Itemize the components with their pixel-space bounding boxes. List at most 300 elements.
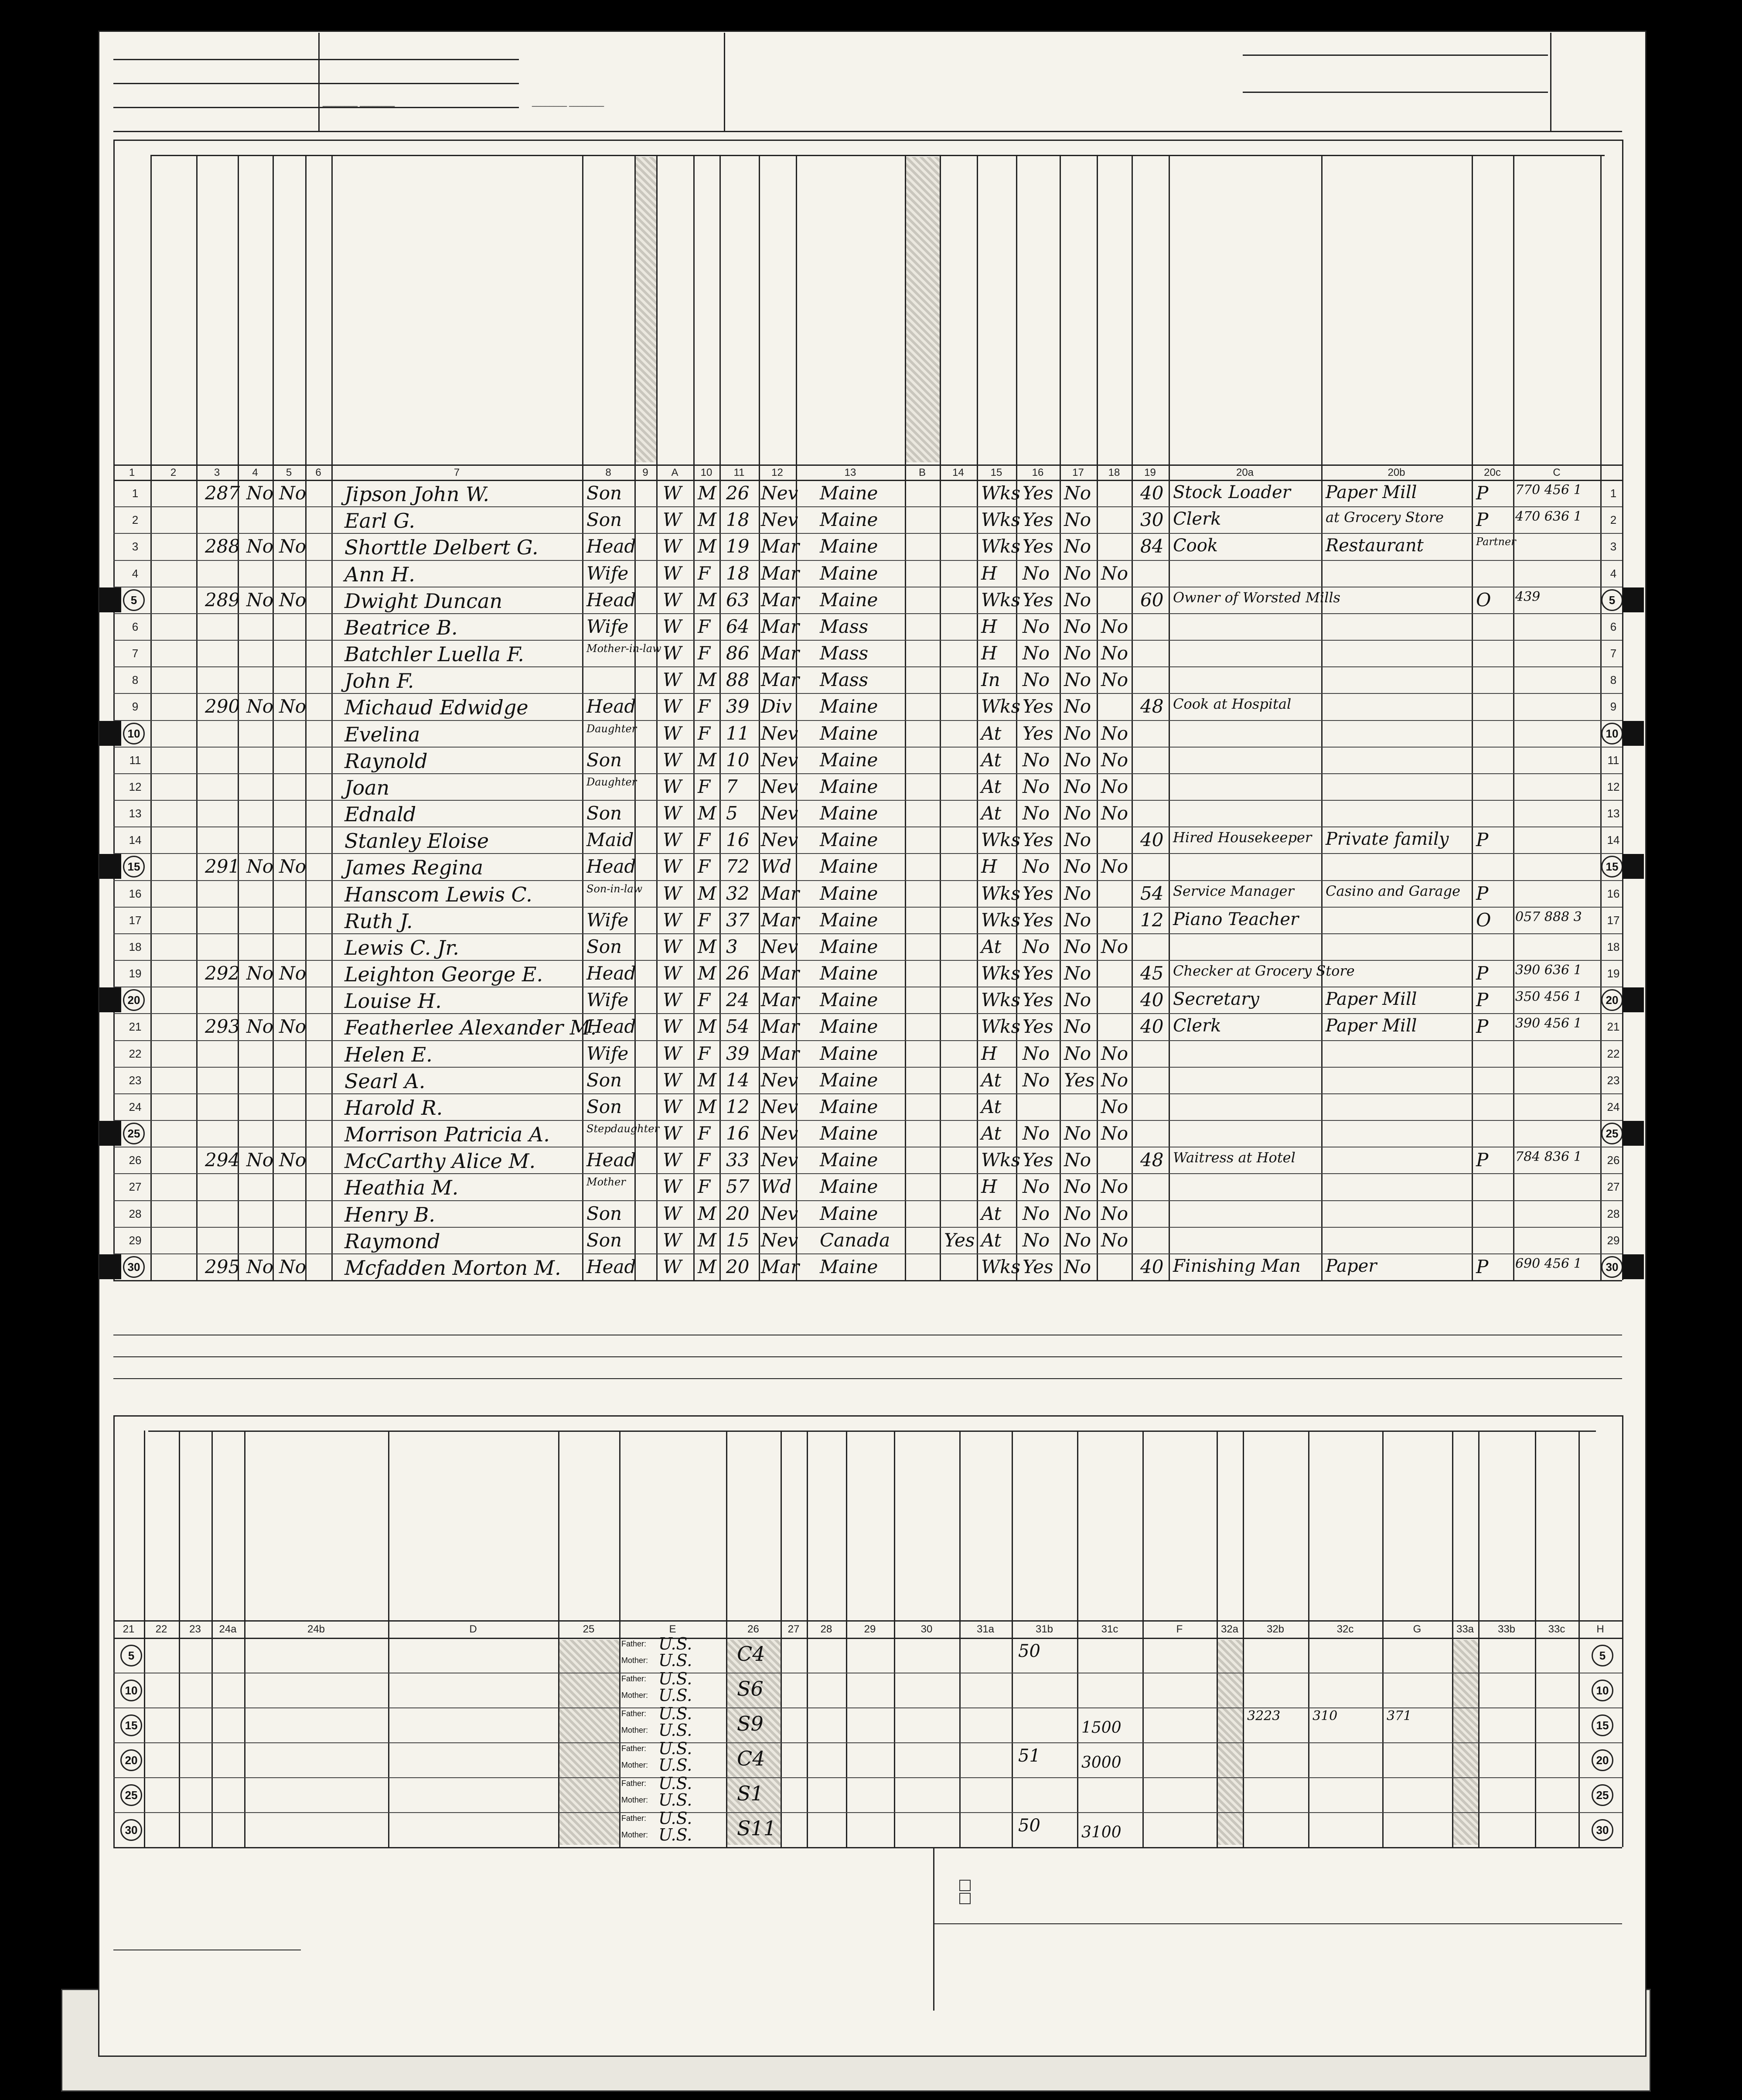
hours-cell: 45 (1140, 963, 1164, 984)
sample-grid-vline (1077, 1431, 1078, 1847)
age-cell: 88 (726, 669, 750, 691)
column-number: 13 (844, 467, 856, 478)
sex-cell: M (698, 1016, 717, 1038)
sample-column-number: 21 (123, 1623, 135, 1635)
sample-grid-vline (1243, 1431, 1244, 1847)
hours-cell: 40 (1140, 829, 1164, 851)
birthplace-cell: Maine (820, 509, 878, 531)
sex-cell: M (698, 963, 717, 984)
line-number: 21 (1607, 1020, 1620, 1034)
name-cell: Michaud Edwidge (344, 696, 528, 720)
grade-cell: S6 (737, 1677, 764, 1700)
class-cell: P (1476, 1149, 1489, 1171)
line-no-label-2: ________ ________ (532, 98, 604, 107)
serial-number-cell: 292 (205, 963, 240, 984)
age-cell: 24 (726, 989, 750, 1011)
line-number: 27 (1607, 1180, 1620, 1194)
sample-grid-vline (1308, 1431, 1309, 1847)
grid-vline (1060, 155, 1061, 1280)
sample-line-marker: 20 (1592, 1749, 1613, 1771)
name-cell: Joan (344, 775, 390, 799)
serial-number-cell: 290 (205, 696, 240, 717)
birthplace-cell: Mass (820, 615, 869, 637)
mother-birthplace: U.S. (658, 1790, 692, 1810)
name-cell: Morrison Patricia A. (344, 1123, 550, 1147)
name-cell: Batchler Luella F. (344, 642, 524, 666)
race-cell: W (663, 909, 682, 931)
industry-cell: Paper Mill (1326, 1016, 1417, 1036)
grid-vline (196, 155, 198, 1280)
relationship-cell: Son (586, 1069, 622, 1091)
race-cell: W (663, 615, 682, 637)
name-cell: Featherlee Alexander M. (344, 1016, 597, 1040)
sample-column-number: 33c (1548, 1623, 1565, 1635)
name-cell: Earl G. (344, 509, 416, 533)
name-cell: Harold R. (344, 1096, 443, 1120)
sample-line-tag-right (1622, 1121, 1644, 1146)
age-cell: 19 (726, 536, 750, 557)
line-number: 3 (1610, 540, 1617, 553)
sample-line-marker: 30 (1592, 1819, 1613, 1841)
grade-cell: S9 (737, 1712, 764, 1735)
name-cell: Heathia M. (344, 1176, 459, 1200)
race-cell: W (663, 562, 682, 584)
sample-column-number: 33b (1497, 1623, 1516, 1635)
marital-cell: Wd (761, 1176, 792, 1198)
line-number: 14 (129, 833, 142, 847)
relationship-cell: Head (586, 1149, 636, 1171)
line-number: 1 (1610, 487, 1617, 500)
serial-number-cell: 288 (205, 536, 240, 557)
row-divider (113, 1173, 1622, 1174)
activity-cell: Wks (981, 589, 1021, 611)
marital-cell: Nev (761, 936, 798, 957)
activity-cell: Wks (981, 882, 1021, 904)
job-cell: No (1101, 1069, 1128, 1091)
occupation-cell: Stock Loader (1173, 482, 1291, 502)
birthplace-cell: Maine (820, 589, 878, 611)
age-cell: 20 (726, 1256, 750, 1277)
sample-line-marker: 25 (123, 1123, 145, 1144)
income-31a-cell: 1500 (1081, 1719, 1122, 1737)
leave-blank-column (636, 157, 656, 462)
marital-cell: Nev (761, 1123, 798, 1144)
grid-vline (238, 155, 239, 1280)
row-divider (113, 1067, 1622, 1068)
sample-line-marker: 5 (1601, 589, 1623, 611)
line-number: 2 (132, 513, 139, 527)
class-cell: P (1476, 509, 1489, 531)
sample-grid-vline (179, 1431, 180, 1847)
row-divider (113, 560, 1622, 561)
race-cell: W (663, 1202, 682, 1224)
code-cell: 470 636 1 (1515, 509, 1582, 525)
birthplace-cell: Mass (820, 669, 869, 691)
job-cell: No (1101, 1176, 1128, 1198)
age-cell: 39 (726, 1042, 750, 1064)
job-cell: No (1101, 749, 1128, 771)
race-cell: W (663, 669, 682, 691)
class-cell: P (1476, 989, 1489, 1011)
activity-cell: At (981, 936, 1002, 957)
race-cell: W (663, 749, 682, 771)
marital-cell: Mar (761, 615, 800, 637)
looking-cell: No (1064, 936, 1091, 957)
serial-number-cell: 289 (205, 589, 240, 611)
line-number: 4 (1610, 567, 1617, 580)
grid-vline (582, 155, 583, 1280)
relationship-cell: Son (586, 936, 622, 957)
col-street-header (164, 209, 185, 449)
activity-cell: Wks (981, 482, 1021, 504)
name-cell: Ednald (344, 802, 416, 826)
name-cell: Lewis C. Jr. (344, 936, 459, 960)
looking-cell: No (1064, 829, 1091, 851)
hours-cell: 30 (1140, 509, 1164, 531)
relationship-cell: Head (586, 696, 636, 717)
marital-cell: Mar (761, 909, 800, 931)
race-cell: W (663, 775, 682, 797)
worked-cell: No (1023, 1229, 1050, 1251)
activity-cell: In (981, 669, 1000, 691)
father-label: Father: (621, 1709, 647, 1718)
row-divider (113, 1227, 1622, 1228)
hours-cell: 54 (1140, 882, 1164, 904)
farm-cell: No (246, 482, 274, 504)
column-number: 1 (129, 467, 135, 478)
sex-cell: M (698, 482, 717, 504)
row-divider (113, 960, 1622, 961)
birthplace-cell: Maine (820, 1256, 878, 1277)
worked-cell: No (1023, 642, 1050, 664)
grade-cell: C4 (737, 1747, 765, 1770)
code-cell: 770 456 1 (1515, 482, 1582, 498)
worked-cell: No (1023, 669, 1050, 691)
job-cell: No (1101, 856, 1128, 878)
sample-column-number: 26 (747, 1623, 759, 1635)
row-divider (113, 666, 1622, 667)
worked-cell: Yes (1023, 509, 1053, 531)
age-cell: 18 (726, 509, 750, 531)
class-cell: P (1476, 1016, 1489, 1038)
sex-cell: F (698, 1149, 711, 1171)
race-cell: W (663, 696, 682, 717)
birthplace-cell: Maine (820, 1096, 878, 1117)
sample-column-number: 29 (864, 1623, 876, 1635)
class-cell: Partner (1476, 536, 1516, 548)
sex-cell: F (698, 775, 711, 797)
father-birthplace: U.S. (658, 1739, 692, 1758)
looking-cell: No (1064, 989, 1091, 1011)
activity-cell: Wks (981, 1256, 1021, 1277)
relationship-cell: Wife (586, 615, 629, 637)
row-divider (113, 826, 1622, 827)
line-number: 29 (1607, 1233, 1620, 1247)
grid-vline (1016, 155, 1017, 1280)
sample-line-tag-left (99, 987, 121, 1012)
worked-cell: No (1023, 936, 1050, 957)
activity-cell: H (981, 856, 997, 878)
name-cell: McCarthy Alice M. (344, 1149, 536, 1173)
sample-grid-vline (959, 1431, 961, 1847)
name-cell: Leighton George E. (344, 963, 543, 987)
sample-row-divider (113, 1777, 1622, 1778)
grade-cell: S11 (737, 1817, 777, 1840)
sample-column-number: 32b (1266, 1623, 1285, 1635)
job-cell: No (1101, 775, 1128, 797)
grade-cell: S1 (737, 1782, 764, 1805)
sex-cell: M (698, 1069, 717, 1091)
column-number: 6 (315, 467, 321, 478)
name-cell: Stanley Eloise (344, 829, 489, 853)
sex-cell: F (698, 696, 711, 717)
industry-cell: Paper Mill (1326, 482, 1417, 502)
relationship-cell: Head (586, 1016, 636, 1038)
line-number: 23 (1607, 1073, 1620, 1087)
column-number: 5 (286, 467, 292, 478)
race-cell: W (663, 882, 682, 904)
occupation-cell: Waitress at Hotel (1173, 1149, 1295, 1166)
sex-cell: M (698, 936, 717, 957)
sample-grid-vline (1142, 1431, 1144, 1847)
worked-cell: Yes (1023, 829, 1053, 851)
worked-cell: Yes (1023, 696, 1053, 717)
sample-grid-vline (244, 1431, 245, 1847)
line-number: 7 (1610, 647, 1617, 660)
column-number: 12 (771, 467, 783, 478)
marital-cell: Nev (761, 1229, 798, 1251)
sample-column-number: 30 (920, 1623, 933, 1635)
sample-line-tag-right (1622, 854, 1644, 879)
sample-grid-vline (1578, 1431, 1580, 1847)
sample-line-marker: 15 (1601, 856, 1623, 878)
name-cell: Jipson John W. (344, 482, 490, 506)
sample-grid-vline (894, 1431, 895, 1847)
birthplace-cell: Maine (820, 882, 878, 904)
sample-line-marker: 30 (123, 1256, 145, 1278)
hours-cell: 12 (1140, 909, 1164, 931)
occupation-cell: Secretary (1173, 989, 1259, 1010)
activity-cell: At (981, 775, 1002, 797)
q34-no (959, 1893, 973, 1904)
acres-cell: No (279, 1256, 307, 1277)
serial-number-cell: 293 (205, 1016, 240, 1038)
class-cell: O (1476, 589, 1491, 611)
sample-line-marker: 10 (123, 723, 145, 744)
race-cell: W (663, 1016, 682, 1038)
sex-cell: F (698, 1176, 711, 1198)
line-number: 12 (129, 780, 142, 793)
relationship-cell: Son (586, 509, 622, 531)
sample-line-tag-right (1622, 587, 1644, 612)
looking-cell: No (1064, 802, 1091, 824)
sex-cell: F (698, 1123, 711, 1144)
looking-cell: No (1064, 749, 1091, 771)
marital-cell: Mar (761, 1256, 800, 1277)
row-divider (113, 1013, 1622, 1014)
sample-column-number: 31c (1101, 1623, 1118, 1635)
looking-cell: No (1064, 1256, 1091, 1277)
line-number: 16 (1607, 887, 1620, 900)
father-label: Father: (621, 1779, 647, 1788)
sample-column-number: 24b (307, 1623, 325, 1635)
grid-vline (977, 155, 978, 1280)
sample-row-divider (113, 1742, 1622, 1743)
col-agri-header (310, 244, 328, 445)
hours-cell: 48 (1140, 1149, 1164, 1171)
occupation-cell: Piano Teacher (1173, 909, 1299, 929)
sample-line-tag-left (99, 1254, 121, 1279)
sample-line-marker: 5 (120, 1645, 142, 1666)
sex-cell: M (698, 1256, 717, 1277)
father-label: Father: (621, 1814, 647, 1823)
activity-cell: At (981, 1096, 1002, 1117)
race-cell: W (663, 1256, 682, 1277)
age-cell: 72 (726, 856, 750, 878)
sex-cell: F (698, 856, 711, 878)
race-cell: W (663, 1229, 682, 1251)
job-cell: No (1101, 1096, 1128, 1117)
age-cell: 10 (726, 749, 750, 771)
name-cell: Louise H. (344, 989, 442, 1013)
line-number: 14 (1607, 833, 1620, 847)
sample-line-tag-left (99, 1121, 121, 1146)
activity-cell: Wks (981, 536, 1021, 557)
race-cell: W (663, 722, 682, 744)
sample-row-divider (113, 1812, 1622, 1813)
row-divider (113, 506, 1622, 507)
race-cell: W (663, 1096, 682, 1117)
sample-grid-vline (211, 1431, 213, 1847)
sample-column-number: 32a (1220, 1623, 1239, 1635)
line-number: 2 (1610, 513, 1617, 527)
relationship-cell: Mother-in-law (586, 642, 661, 655)
sex-cell: M (698, 882, 717, 904)
father-birthplace: U.S. (658, 1634, 692, 1653)
sample-line-marker: 5 (123, 589, 145, 611)
marital-cell: Mar (761, 669, 800, 691)
line-number-header-left (135, 305, 153, 449)
farm-cell: No (246, 696, 274, 717)
sample-grid-vline (113, 1415, 115, 1847)
looking-cell: No (1064, 669, 1091, 691)
relationship-cell: Head (586, 536, 636, 557)
column-number: 10 (700, 467, 712, 478)
sex-cell: M (698, 536, 717, 557)
code-cell: 350 456 1 (1515, 989, 1582, 1005)
sample-line-marker: 10 (1592, 1680, 1613, 1701)
worked-cell: No (1023, 802, 1050, 824)
name-cell: Dwight Duncan (344, 589, 503, 613)
looking-cell: No (1064, 1229, 1091, 1251)
marital-cell: Nev (761, 1096, 798, 1117)
worked-cell: Yes (1023, 1149, 1053, 1171)
age-cell: 39 (726, 696, 750, 717)
name-cell: Hanscom Lewis C. (344, 882, 532, 906)
sample-grid-vline (619, 1431, 620, 1847)
column-number: 9 (642, 467, 648, 478)
job-cell: No (1101, 562, 1128, 584)
looking-cell: No (1064, 589, 1091, 611)
income-32a-cell: 3223 (1247, 1708, 1281, 1724)
looking-cell: No (1064, 1176, 1091, 1198)
line-number: 26 (1607, 1154, 1620, 1167)
row-divider (113, 747, 1622, 748)
line-number: 13 (129, 807, 142, 820)
column-number: 19 (1144, 467, 1156, 478)
relationship-cell: Son (586, 1096, 622, 1117)
age-cell: 3 (726, 936, 738, 957)
marital-cell: Nev (761, 1069, 798, 1091)
income-31a-cell: 3000 (1081, 1754, 1122, 1772)
activity-cell: At (981, 802, 1002, 824)
line-number: 11 (129, 753, 141, 767)
marital-cell: Mar (761, 989, 800, 1011)
activity-cell: Wks (981, 1016, 1021, 1038)
job-cell: No (1101, 936, 1128, 957)
column-number: 17 (1072, 467, 1084, 478)
race-cell: W (663, 856, 682, 878)
name-cell: Beatrice B. (344, 615, 458, 639)
line-number: 26 (129, 1154, 142, 1167)
job-cell: No (1101, 1123, 1128, 1144)
code-cell: 057 888 3 (1515, 909, 1582, 925)
class-cell: P (1476, 482, 1489, 504)
job-cell: No (1101, 1229, 1128, 1251)
race-cell: W (663, 936, 682, 957)
marital-cell: Wd (761, 856, 792, 878)
hours-cell: 40 (1140, 1256, 1164, 1277)
relationship-cell: Son (586, 802, 622, 824)
job-cell: No (1101, 642, 1128, 664)
race-cell: W (663, 482, 682, 504)
father-birthplace: U.S. (658, 1704, 692, 1723)
father-birthplace: U.S. (658, 1669, 692, 1688)
row-divider (113, 693, 1622, 694)
sample-line-tag-left (99, 854, 121, 879)
column-number: 18 (1108, 467, 1120, 478)
line-number-header-right (1609, 305, 1626, 449)
grid-vline (1132, 155, 1133, 1280)
line-number: 28 (129, 1207, 142, 1220)
weeks-worked-cell: 50 (1018, 1641, 1040, 1661)
industry-cell: Private family (1326, 829, 1449, 850)
serial-number-cell: 294 (205, 1149, 240, 1171)
sample-column-number: 23 (189, 1623, 201, 1635)
looking-cell: No (1064, 642, 1091, 664)
job-cell: No (1101, 1202, 1128, 1224)
sex-cell: M (698, 589, 717, 611)
relationship-cell: Head (586, 963, 636, 984)
row-divider (113, 1120, 1622, 1121)
column-number: 4 (252, 467, 258, 478)
activity-cell: At (981, 1123, 1002, 1144)
name-cell: Henry B. (344, 1202, 435, 1226)
activity-cell: H (981, 642, 997, 664)
code-cell: 784 836 1 (1515, 1149, 1582, 1165)
mother-birthplace: U.S. (658, 1651, 692, 1670)
worked-cell: No (1023, 1202, 1050, 1224)
acres-cell: No (279, 1016, 307, 1038)
sample-grid-vline (846, 1431, 847, 1847)
line-number: 24 (1607, 1100, 1620, 1113)
column-number: A (671, 467, 678, 478)
birthplace-cell: Maine (820, 963, 878, 984)
sample-line-marker: 30 (120, 1819, 142, 1841)
row-divider (113, 853, 1622, 854)
sample-line-marker: 15 (120, 1714, 142, 1736)
hours-cell: 60 (1140, 589, 1164, 611)
